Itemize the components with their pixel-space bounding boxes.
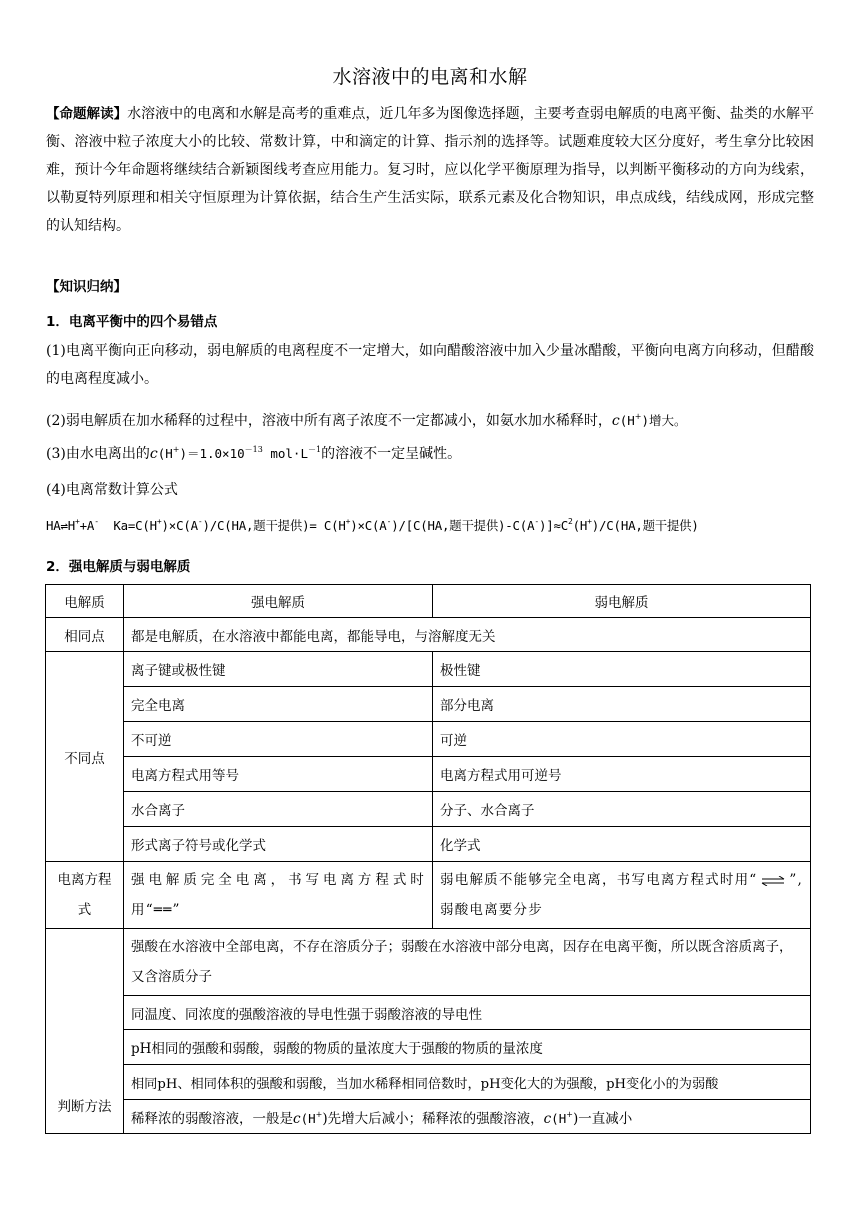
point-2-c: c <box>611 413 620 429</box>
electrolyte-comparison-table <box>45 584 811 1134</box>
formula-part: +A <box>79 518 95 533</box>
formula-part: )/C(HA,题干提供) <box>591 518 699 533</box>
diff-label: 不同点 <box>46 652 124 862</box>
point-3-c: c <box>149 446 158 462</box>
section-1-point-1: (1)电离平衡向正向移动，弱电解质的电离程度不一定增大，如向醋酸溶液中加入少量冰醋酸，平衡向电离方向移动，但醋酸的电离程度减小。 <box>46 343 814 387</box>
diff-strong: 形式离子符号或化学式 <box>124 827 433 862</box>
section-1-point-4: (4)电离常数计算公式 <box>46 482 178 498</box>
point-3-plus: + <box>172 445 180 454</box>
point-2-plus: + <box>634 412 642 421</box>
header-strong: 强电解质 <box>124 585 433 618</box>
same-row <box>46 618 811 652</box>
diff-weak: 分子、水合离子 <box>433 792 811 827</box>
diff-strong: 不可逆 <box>124 722 433 757</box>
judge-row <box>46 929 811 996</box>
judge-c: c <box>543 1110 552 1127</box>
formula-part: )/[C(HA,题干提供)-C(A <box>391 518 535 533</box>
point-3-value: )＝1.0×10 <box>179 446 245 461</box>
section-2-heading: 2．强电解质与弱电解质 <box>46 559 191 575</box>
judge-last-end: )一直减小 <box>572 1110 633 1127</box>
judge-item: 相同pH、相同体积的强酸和弱酸，当加水稀释相同倍数时，pH变化大的为强酸，pH变化小的为弱酸 <box>124 1065 811 1100</box>
diff-weak: 可逆 <box>433 722 811 757</box>
table-row <box>46 792 811 827</box>
judge-h: (H <box>551 1110 567 1126</box>
judge-last-text: 稀释浓的弱酸溶液，一般是 <box>131 1110 293 1127</box>
intro-text: 水溶液中的电离和水解是高考的重难点，近几年多为图像选择题，主要考查弱电解质的电离平衡、盐类的水解平衡、溶液中粒子浓度大小的比较、常数计算，中和滴定的计算、指示剂的选择等。试题难度较大区分度好，考生拿分比较困难，预计今年命题将继续结合新颖图线考查应用能力。复习时，应以化学平衡原理为指导，以判断平衡移动的方向为线索，以勒夏特列原理和相关守恒原理为计算依据，结合生产生活实际，联系元素及化合物知识，串点成线，结线成网，形成完整的认知结构。 <box>46 106 815 234</box>
intro-label: 【命题解读】 <box>46 106 128 122</box>
table-header-row <box>46 585 811 618</box>
section-1-point-3 <box>46 443 461 463</box>
table-row <box>46 757 811 792</box>
table-row <box>46 1030 811 1065</box>
point-3-exp: －13 <box>244 445 263 454</box>
diff-weak: 化学式 <box>433 827 811 862</box>
same-label: 相同点 <box>46 618 124 652</box>
formula-sup: - <box>197 517 203 526</box>
judge-item-last <box>124 1100 811 1134</box>
judge-item: pH相同的强酸和弱酸，弱酸的物质的量浓度大于强酸的物质的量浓度 <box>124 1030 811 1065</box>
judge-last-mid: )先增大后减小；稀释浓的强酸溶液， <box>322 1110 544 1127</box>
formula-sup: - <box>94 517 99 526</box>
page-title: 水溶液中的电离和水解 <box>332 66 528 88</box>
knowledge-heading: 【知识归纳】 <box>46 279 127 295</box>
judge-label: 判断方法 <box>46 929 124 1134</box>
formula-part: )×C(A <box>161 518 198 533</box>
formula-part: )×C(A <box>350 518 387 533</box>
diff-weak: 部分电离 <box>433 687 811 722</box>
table-row <box>46 1100 811 1134</box>
equation-strong: 强电解质完全电离，书写电离方程式时用“══” <box>124 862 433 929</box>
section-1-heading: 1．电离平衡中的四个易错点 <box>46 314 218 330</box>
section-1-point-2 <box>46 410 686 430</box>
header-electrolyte: 电解质 <box>46 585 124 618</box>
judge-h: (H <box>300 1110 316 1126</box>
formula-part: Ka=C(H <box>98 518 157 533</box>
formula-sup: + <box>75 517 80 526</box>
table-row <box>46 1065 811 1100</box>
judge-item: 同温度、同浓度的强酸溶液的导电性强于弱酸溶液的导电性 <box>124 996 811 1030</box>
formula-sup: 2 <box>568 517 573 526</box>
formula-sup: + <box>587 517 592 526</box>
point-3-h: (H <box>157 446 173 461</box>
point-2-end: )增大。 <box>641 413 687 428</box>
formula-part: (H <box>572 518 588 533</box>
judge-plus: + <box>566 1109 573 1119</box>
header-weak: 弱电解质 <box>433 585 811 618</box>
diff-weak: 电离方程式用可逆号 <box>433 757 811 792</box>
diff-strong: 电离方程式用等号 <box>124 757 433 792</box>
ionization-constant-formula <box>46 516 699 534</box>
table-row <box>46 687 811 722</box>
equation-weak <box>433 862 811 929</box>
diff-strong: 水合离子 <box>124 792 433 827</box>
equation-weak-end: ”,弱酸电离要分步 <box>440 872 803 918</box>
diff-weak: 极性键 <box>433 652 811 687</box>
table-row <box>46 722 811 757</box>
judge-item: 强酸在水溶液中全部电离，不存在溶质分子；弱酸在水溶液中部分电离，因存在电离平衡，所以既含溶质离子，又含溶质分子 <box>124 929 811 996</box>
same-text: 都是电解质，在水溶液中都能电离，都能导电，与溶解度无关 <box>124 618 811 652</box>
point-2-h: (H <box>619 413 635 428</box>
formula-part: )/C(HA,题干提供)= C(H <box>202 518 346 533</box>
diff-strong: 完全电离 <box>124 687 433 722</box>
equation-weak-text: 弱电解质不能够完全电离，书写电离方程式时用“ <box>440 872 758 888</box>
formula-sup: + <box>345 517 351 526</box>
point-3-exp2: －1 <box>307 445 322 454</box>
diff-strong: 离子键或极性键 <box>124 652 433 687</box>
point-3-unit: mol·L <box>262 446 308 461</box>
point-3-end: 的溶液不一定呈碱性。 <box>321 446 462 462</box>
point-3-text: (3)由水电离出的 <box>46 446 150 462</box>
equation-row <box>46 862 811 929</box>
judge-c: c <box>293 1110 301 1127</box>
formula-part: HA⇌H <box>46 518 76 533</box>
table-row <box>46 996 811 1030</box>
table-row <box>46 652 811 687</box>
equation-label: 电离方程式 <box>46 862 124 929</box>
reversible-arrow-icon <box>760 876 786 886</box>
point-2-text: (2)弱电解质在加水稀释的过程中，溶液中所有离子浓度不一定都减小，如氨水加水稀释时， <box>46 413 612 429</box>
intro-paragraph <box>46 100 814 240</box>
formula-sup: - <box>534 517 539 526</box>
judge-plus: + <box>315 1109 323 1119</box>
formula-sup: - <box>386 517 392 526</box>
table-row <box>46 827 811 862</box>
formula-sup: + <box>156 517 162 526</box>
formula-part: )]≈C <box>538 518 568 533</box>
